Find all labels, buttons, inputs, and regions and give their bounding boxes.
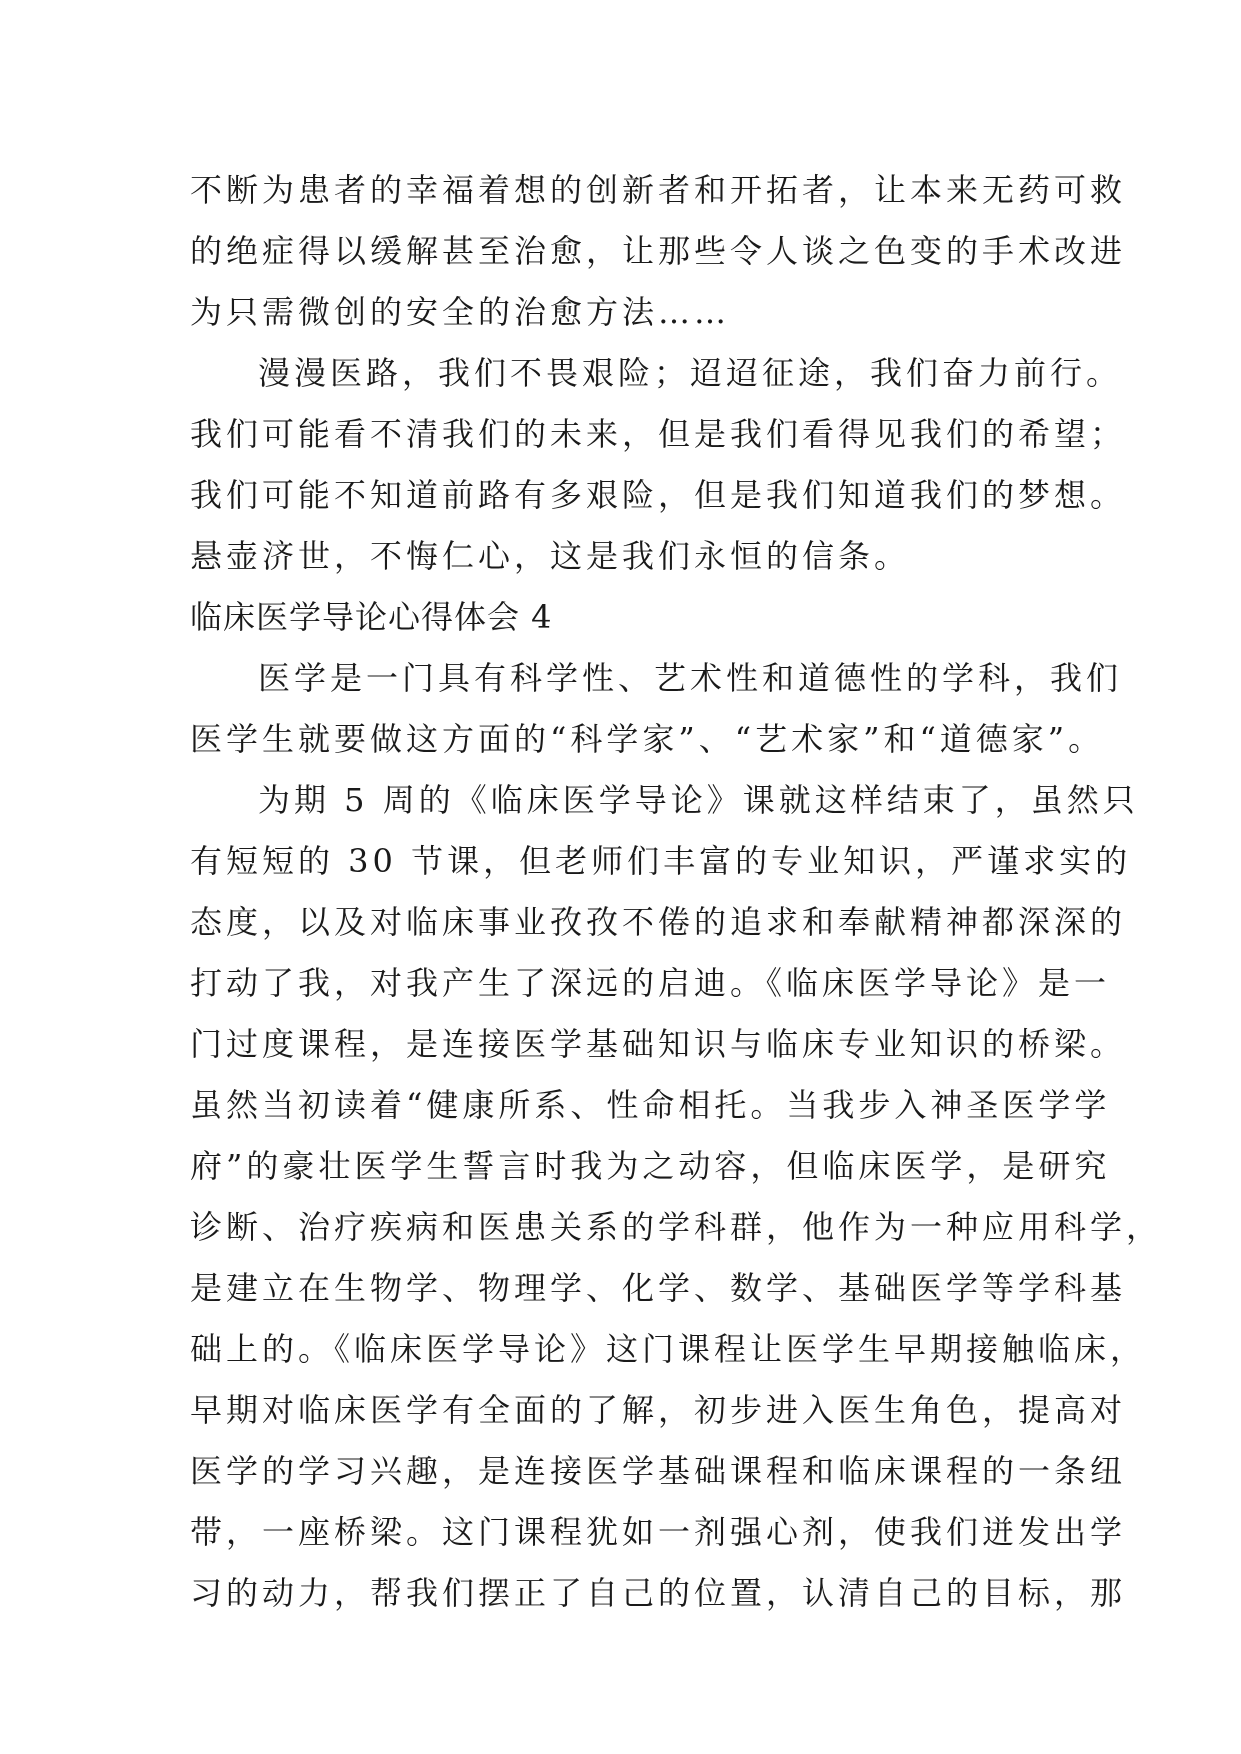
body-line: 有短短的 30 节课，但老师们丰富的专业知识，严谨求实的 [190,842,1132,880]
section-heading: 临床医学导论心得体会 4 [190,598,553,636]
body-line: 悬壶济世，不悔仁心，这是我们永恒的信条。 [190,537,911,575]
body-line: 府”的豪壮医学生誓言时我为之动容，但临床医学，是研究 [190,1147,1111,1185]
body-line: 我们可能看不清我们的未来，但是我们看得见我们的希望； [190,415,1127,453]
body-line: 早期对临床医学有全面的了解，初步进入医生角色，提高对 [190,1391,1127,1429]
body-line: 医学的学习兴趣，是连接医学基础课程和临床课程的一条纽 [190,1452,1127,1490]
body-line: 我们可能不知道前路有多艰险，但是我们知道我们的梦想。 [190,476,1127,514]
body-line: 打动了我，对我产生了深远的启迪。《临床医学导论》是一 [190,964,1111,1002]
body-line: 态度，以及对临床事业孜孜不倦的追求和奉献精神都深深的 [190,903,1127,941]
document-body [190,160,1163,1624]
body-line: 是建立在生物学、物理学、化学、数学、基础医学等学科基 [190,1269,1127,1307]
paragraph-start-line: 为期 5 周的《临床医学导论》课就这样结束了，虽然只 [258,781,1139,819]
body-line: 不断为患者的幸福着想的创新者和开拓者，让本来无药可救 [190,171,1127,209]
body-line: 为只需微创的安全的治愈方法…… [190,293,731,331]
paragraph-start-line: 医学是一门具有科学性、艺术性和道德性的学科，我们 [258,659,1123,697]
body-line: 习的动力，帮我们摆正了自己的位置，认清自己的目标，那 [190,1574,1127,1612]
body-line: 门过度课程，是连接医学基础知识与临床专业知识的桥梁。 [190,1025,1127,1063]
body-line: 诊断、治疗疾病和医患关系的学科群，他作为一种应用科学， [190,1208,1163,1246]
body-line: 虽然当初读着“健康所系、性命相托。当我步入神圣医学学 [190,1086,1111,1124]
body-line: 医学生就要做这方面的“科学家”、“艺术家”和“道德家”。 [190,720,1105,758]
body-line: 础上的。《临床医学导论》这门课程让医学生早期接触临床， [190,1330,1147,1368]
paragraph-start-line: 漫漫医路，我们不畏艰险；迢迢征途，我们奋力前行。 [258,354,1123,392]
body-line: 带，一座桥梁。这门课程犹如一剂强心剂，使我们迸发出学 [190,1513,1127,1551]
body-line: 的绝症得以缓解甚至治愈，让那些令人谈之色变的手术改进 [190,232,1127,270]
